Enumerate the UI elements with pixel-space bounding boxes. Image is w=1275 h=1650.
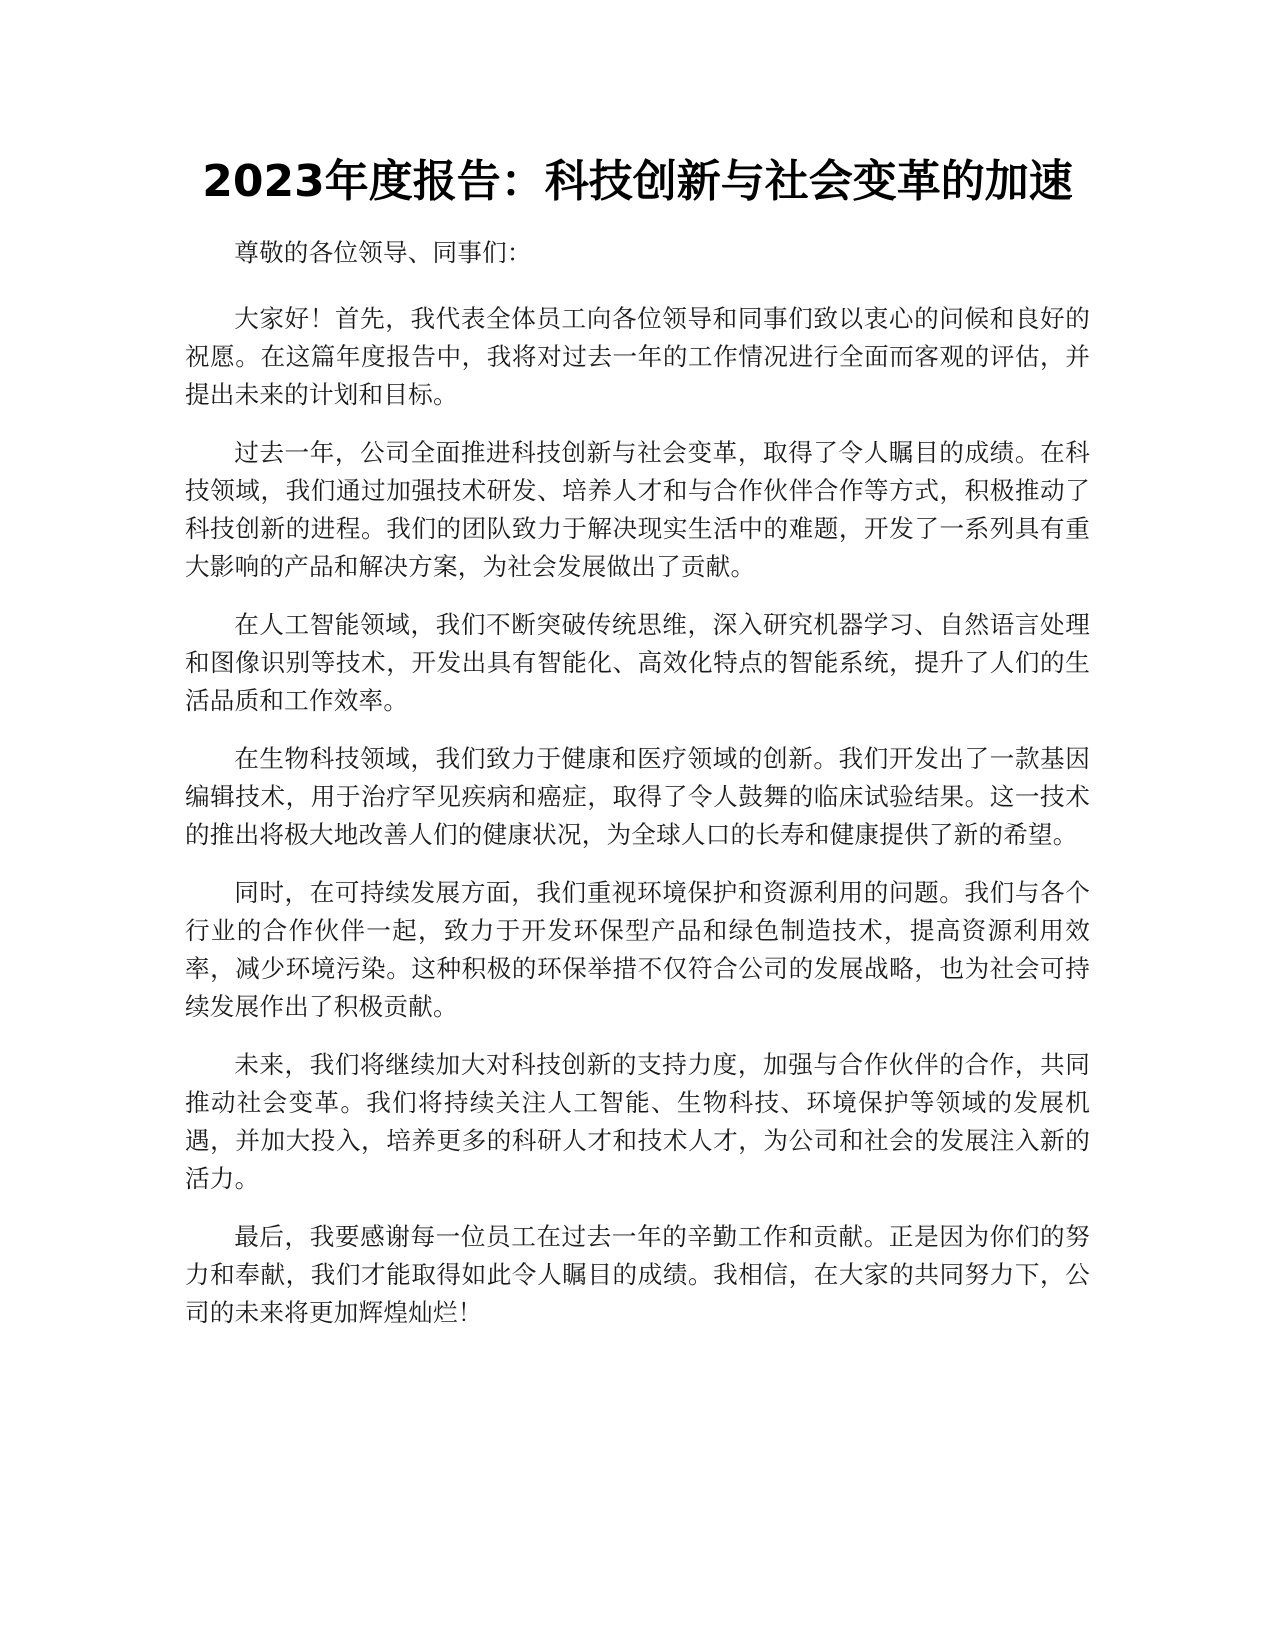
document-page — [185, 0, 1090, 1352]
body-paragraph-7: 最后，我要感谢每一位员工在过去一年的辛勤工作和贡献。正是因为你们的努力和奉献，我们才能取得如此令人瞩目的成绩。我相信，在大家的共同努力下，公司的未来将更加辉煌灿烂！ — [185, 1222, 1090, 1327]
body-paragraph-4: 在生物科技领域，我们致力于健康和医疗领域的创新。我们开发出了一款基因编辑技术，用于治疗罕见疾病和癌症，取得了令人鼓舞的临床试验结果。这一技术的推出将极大地改善人们的健康状况，为全球人口的长寿和健康提供了新的希望。 — [185, 744, 1090, 849]
body-paragraph-5: 同时，在可持续发展方面，我们重视环境保护和资源利用的问题。我们与各个行业的合作伙伴一起，致力于开发环保型产品和绿色制造技术，提高资源利用效率，减少环境污染。这种积极的环保举措不仅符合公司的发展战略，也为社会可持续发展作出了积极贡献。 — [185, 878, 1090, 1021]
body-paragraph-3: 在人工智能领域，我们不断突破传统思维，深入研究机器学习、自然语言处理和图像识别等技术，开发出具有智能化、高效化特点的智能系统，提升了人们的生活品质和工作效率。 — [185, 610, 1090, 715]
document-title: 2023年度报告：科技创新与社会变革的加速 — [202, 156, 1073, 207]
body-paragraph-6: 未来，我们将继续加大对科技创新的支持力度，加强与合作伙伴的合作，共同推动社会变革。我们将持续关注人工智能、生物科技、环境保护等领域的发展机遇，并加大投入，培养更多的科研人才和技术人才，为公司和社会的发展注入新的活力。 — [185, 1050, 1090, 1193]
body-paragraph-1: 大家好！首先，我代表全体员工向各位领导和同事们致以衷心的问候和良好的祝愿。在这篇年度报告中，我将对过去一年的工作情况进行全面而客观的评估，并提出未来的计划和目标。 — [185, 304, 1090, 409]
body-paragraph-2: 过去一年，公司全面推进科技创新与社会变革，取得了令人瞩目的成绩。在科技领域，我们通过加强技术研发、培养人才和与合作伙伴合作等方式，积极推动了科技创新的进程。我们的团队致力于解决现实生活中的难题，开发了一系列具有重大影响的产品和解决方案，为社会发展做出了贡献。 — [185, 438, 1090, 581]
document-body — [185, 234, 1090, 1332]
greeting-paragraph: 尊敬的各位领导、同事们： — [234, 238, 532, 267]
